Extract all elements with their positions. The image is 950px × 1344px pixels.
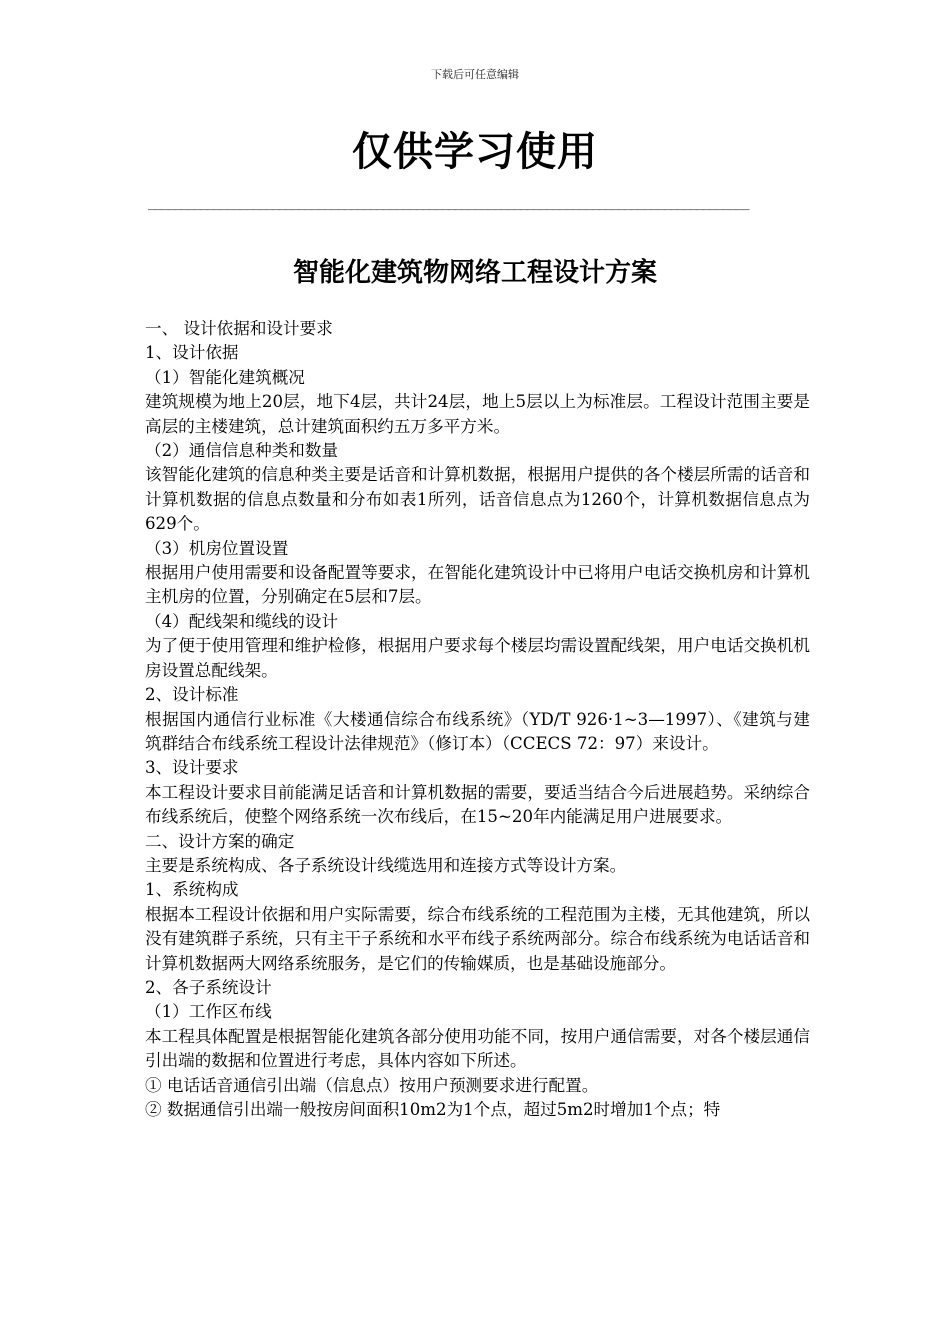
subsection-heading: 3、设计要求 (145, 758, 239, 778)
document-title: 智能化建筑物网络工程设计方案 (292, 258, 657, 288)
list-item: ① 电话话音通信引出端（信息点）按用户预测要求进行配置。 (145, 1075, 599, 1095)
subsection-heading: 1、设计依据 (145, 343, 239, 363)
subsection-heading: 2、设计标准 (145, 685, 239, 705)
section-heading: 二、设计方案的确定 (145, 831, 295, 851)
divider-rule: ____________________________________________________________________________________________ (148, 196, 749, 211)
list-item: ② 数据通信引出端一般按房间面积10m2为1个点，超过5m2时增加1个点；特 (145, 1100, 721, 1119)
paragraph: 根据国内通信行业标准《大楼通信综合布线系统》（YD/T 926·1~3—1997）、《建筑与建筑群结合布线系统工程设计法律规范》（修订本）（CCECS 72：97）来设计。 (145, 709, 810, 753)
paragraph: 该智能化建筑的信息种类主要是话音和计算机数据，根据用户提供的各个楼层所需的话音和计算机数据的信息点数量和分布如表1所列，话音信息点为1260个，计算机数据信息点为629个。 (145, 465, 810, 534)
paragraph: 本工程设计要求目前能满足话音和计算机数据的需要，要适当结合今后进展趋势。采纳综合布线系统后，使整个网络系统一次布线后，在15~20年内能满足用户进展要求。 (145, 782, 810, 827)
header-note: 下载后可任意编辑 (431, 68, 519, 81)
paragraph: 本工程具体配置是根据智能化建筑各部分使用功能不同，按用户通信需要，对各个楼层通信引出端的数据和位置进行考虑，具体内容如下所述。 (145, 1026, 810, 1071)
item-heading: （2）通信信息种类和数量 (145, 441, 339, 461)
paragraph: 主要是系统构成、各子系统设计线缆选用和连接方式等设计方案。 (145, 855, 627, 875)
paragraph: 根据本工程设计依据和用户实际需要，综合布线系统的工程范围为主楼，无其他建筑，所以没有建筑群子系统，只有主干子系统和水平布线子系统两部分。综合布线系统为电话话音和计算机数据两大网络系统服务，是它们的传输媒质，也是基础设施部分。 (145, 904, 810, 973)
item-heading: （1）工作区布线 (145, 1002, 272, 1022)
subsection-heading: 1、系统构成 (145, 880, 239, 900)
item-heading: （1）智能化建筑概况 (145, 367, 305, 387)
item-heading: （4）配线架和缆线的设计 (145, 611, 339, 631)
paragraph: 为了便于使用管理和维护检修，根据用户要求每个楼层均需设置配线架，用户电话交换机机房设置总配线架。 (145, 636, 810, 680)
document-body (145, 317, 810, 1122)
subsection-heading: 2、各子系统设计 (145, 977, 272, 997)
section-heading: 一、 设计依据和设计要求 (145, 319, 333, 338)
paragraph: 根据用户使用需要和设备配置等要求，在智能化建筑设计中已将用户电话交换机房和计算机主机房的位置，分别确定在5层和7层。 (145, 563, 810, 607)
watermark-title: 仅供学习使用 (352, 129, 598, 175)
item-heading: （3）机房位置设置 (145, 538, 289, 558)
paragraph: 建筑规模为地上20层，地下4层，共计24层，地上5层以上为标准层。工程设计范围主要是高层的主楼建筑，总计建筑面积约五万多平方米。 (145, 392, 810, 436)
